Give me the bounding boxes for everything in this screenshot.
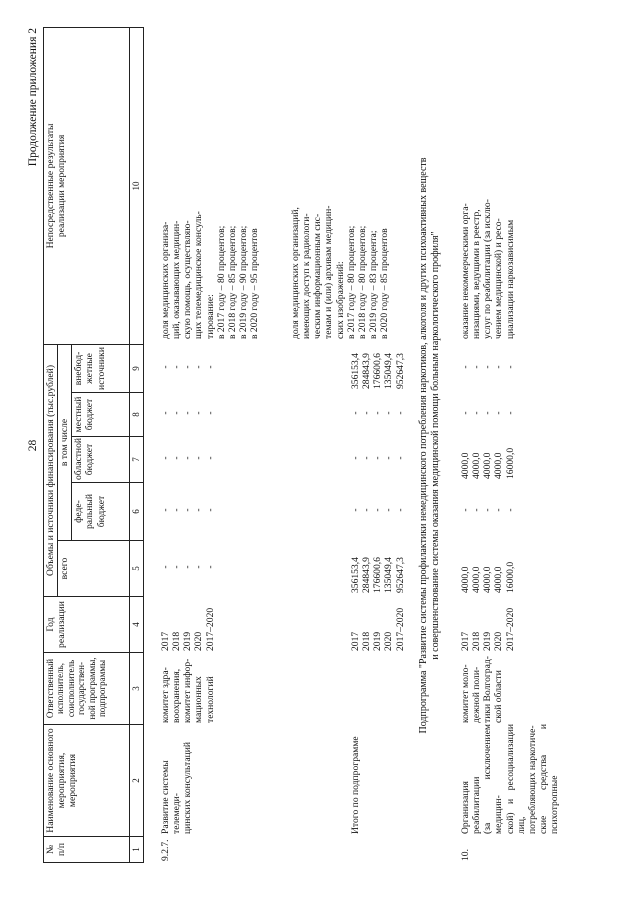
- dash: -: [394, 456, 406, 460]
- dash: -: [394, 411, 406, 415]
- col-number: 1: [130, 837, 143, 863]
- year: 2020: [493, 631, 505, 651]
- year: 2017–2020: [394, 607, 406, 651]
- col-number: 4: [130, 597, 143, 653]
- value: 356153,4: [350, 353, 361, 389]
- dash: -: [350, 411, 361, 415]
- dash: -: [160, 565, 171, 569]
- col-number: 5: [130, 541, 143, 597]
- dash: -: [482, 508, 494, 512]
- dash: -: [372, 456, 384, 460]
- extra-dashes: [160, 343, 216, 391]
- table-header: [43, 27, 144, 863]
- dash: -: [160, 508, 171, 512]
- value: 135049,4: [383, 353, 395, 389]
- years-list: [460, 597, 516, 651]
- extra-dashes: [460, 343, 516, 391]
- dash: -: [182, 365, 194, 369]
- year: 2020: [383, 631, 395, 651]
- value: 135049,4: [383, 557, 395, 593]
- col-local-header: местный бюджет: [72, 393, 130, 437]
- col-number: 9: [130, 344, 143, 392]
- dash: -: [504, 411, 516, 415]
- dash: -: [160, 456, 171, 460]
- dash: -: [182, 456, 194, 460]
- dash: -: [482, 365, 494, 369]
- dash: -: [171, 456, 183, 460]
- dash: -: [394, 508, 406, 512]
- value: 4000,0: [460, 452, 471, 479]
- incl-header: в том числе: [58, 344, 72, 540]
- total-values: [350, 541, 406, 593]
- dash: -: [193, 456, 205, 460]
- dash: -: [171, 508, 183, 512]
- year: 2018: [361, 631, 373, 651]
- result-text: доля медицинских организаций, имеющих доступ к радиологи- ческим информационным сис- темам и (или) архивам медицин- ских изображений: в 2017 году – 80 процентов; в 2018 году – 80 процентов; в 2019 году – 83 процента; в 2020 году – 85 процентов: [290, 205, 390, 339]
- col-executor-header: Ответственный исполнитель, соисполнитель государствен- ной программы, подпрограммы: [44, 653, 130, 725]
- value: 284843,9: [361, 353, 373, 389]
- value: 4000,0: [493, 452, 505, 479]
- regional-dashes: [160, 435, 216, 481]
- year: 2019: [372, 631, 384, 651]
- col-federal-header: феде- ральный бюджет: [72, 483, 130, 541]
- local-dashes: [460, 391, 516, 435]
- regional-dashes: [350, 435, 406, 481]
- dash: -: [471, 411, 483, 415]
- dash: -: [193, 365, 205, 369]
- col-results-header: Непосредственные результаты реализации мероприятия: [44, 27, 130, 344]
- year: 2018: [171, 631, 183, 651]
- year: 2017: [160, 631, 171, 651]
- dash: -: [193, 565, 205, 569]
- dash: -: [204, 411, 216, 415]
- year: 2017–2020: [504, 607, 516, 651]
- col-number: 10: [130, 27, 143, 344]
- appendix-continuation: Продолжение приложения 2: [27, 28, 39, 167]
- value: 356153,4: [350, 557, 361, 593]
- dash: -: [383, 508, 395, 512]
- col-name-header: Наименование основного мероприятия, мероприятия: [44, 725, 130, 837]
- row-number: 10.: [460, 849, 471, 861]
- row-number: 9.2.7.: [160, 839, 171, 861]
- value: 176600,6: [372, 353, 384, 389]
- rotated-page: [27, 28, 582, 863]
- dash: -: [204, 456, 216, 460]
- dash: -: [160, 365, 171, 369]
- measure-name: Организация реабилитации (за исключением медицин- ской) и ресоциализации лиц, потребляющих наркотиче- ские средства и психотропные: [460, 724, 560, 834]
- federal-dashes: [460, 481, 516, 539]
- years-list: [160, 597, 216, 651]
- dash: -: [460, 365, 471, 369]
- result-text: оказание некоммерческими орга- низациями, ведущими в реестр, услуг по реабилитации (за исклю- чением медицинской) и ресо- циализации наркозависимым: [460, 199, 516, 339]
- dash: -: [361, 411, 373, 415]
- column-numbers-row: [130, 27, 143, 862]
- dash: -: [493, 508, 505, 512]
- dash: -: [361, 508, 373, 512]
- col-number: 7: [130, 437, 143, 483]
- year: 2020: [193, 631, 205, 651]
- dash: -: [383, 411, 395, 415]
- dash: -: [493, 411, 505, 415]
- year: 2017: [350, 631, 361, 651]
- funding-header: Объемы и источники финансирования (тыс.рублей): [44, 344, 58, 596]
- dash: -: [493, 365, 505, 369]
- value: 4000,0: [482, 452, 494, 479]
- col-number: 2: [130, 725, 143, 837]
- dash: -: [193, 508, 205, 512]
- year: 2017: [460, 631, 471, 651]
- dash: -: [372, 508, 384, 512]
- extra-values: [350, 343, 406, 389]
- dash: -: [460, 508, 471, 512]
- value: 4000,0: [460, 566, 471, 593]
- local-dashes: [160, 391, 216, 435]
- dash: -: [383, 456, 395, 460]
- dash: -: [182, 508, 194, 512]
- value: 284843,9: [361, 557, 373, 593]
- dash: -: [482, 411, 494, 415]
- local-dashes: [350, 391, 406, 435]
- dash: -: [171, 365, 183, 369]
- federal-dashes: [350, 481, 406, 539]
- dash: -: [471, 365, 483, 369]
- total-values: [460, 541, 516, 593]
- dash: -: [372, 411, 384, 415]
- value: 4000,0: [482, 566, 494, 593]
- subprogram-title: Подпрограмма "Развитие системы профилактики немедицинского потребления наркотиков, алкоголя и других психоактивных веществ и совершенствование системы оказания медицинской помощи больным наркологического профиля": [418, 157, 441, 734]
- dash: -: [171, 411, 183, 415]
- col-number: 8: [130, 393, 143, 437]
- regional-values: [460, 435, 516, 479]
- value: 4000,0: [471, 452, 483, 479]
- dash: -: [204, 508, 216, 512]
- federal-dashes: [160, 481, 216, 539]
- executor: комитет моло- дежной поли- тики Волгоград- ской области: [460, 656, 505, 723]
- year: 2017–2020: [204, 607, 216, 651]
- dash: -: [171, 565, 183, 569]
- year: 2019: [482, 631, 494, 651]
- dash: -: [182, 565, 194, 569]
- dash: -: [504, 508, 516, 512]
- dash: -: [471, 508, 483, 512]
- dash: -: [182, 411, 194, 415]
- total-dashes: [160, 539, 216, 595]
- dash: -: [350, 456, 361, 460]
- value: 4000,0: [493, 566, 505, 593]
- value: 16000,0: [504, 561, 516, 593]
- dash: -: [361, 456, 373, 460]
- value: 16000,0: [504, 447, 516, 479]
- result-text: доля медицинских организа- ций, оказывающих медицин- скую помощь, осуществляю- щих телемедицинское консуль- тирование: в 2017 году – 80 процентов; в 2018 году – 85 процентов; в 2019 году – 90 процентов; в 2020 году – 95 процентов: [160, 211, 260, 339]
- dash: -: [204, 565, 216, 569]
- value: 952647,3: [394, 353, 406, 389]
- executor: комитет здра- воохранения, комитет инфор- мационных технологий: [160, 658, 216, 723]
- dash: -: [204, 365, 216, 369]
- dash: -: [504, 365, 516, 369]
- year: 2019: [182, 631, 194, 651]
- col-extra-header: внебюд- жетные источники: [72, 344, 130, 392]
- col-year-header: Год реализации: [44, 597, 130, 653]
- value: 4000,0: [471, 566, 483, 593]
- value: 952647,3: [394, 557, 406, 593]
- col-num-header: № п/п: [44, 837, 130, 863]
- total-label: Итого по подпрограмме: [350, 736, 361, 834]
- measure-name: Развитие системы телемеди- цинских консультаций: [160, 741, 194, 834]
- value: 176600,6: [372, 557, 384, 593]
- dash: -: [193, 411, 205, 415]
- col-regional-header: областной бюджет: [72, 437, 130, 483]
- dash: -: [460, 411, 471, 415]
- col-total-header: всего: [58, 541, 130, 597]
- dash: -: [350, 508, 361, 512]
- col-number: 3: [130, 653, 143, 725]
- page-number: 28: [27, 439, 39, 452]
- year: 2018: [471, 631, 483, 651]
- dash: -: [160, 411, 171, 415]
- years-list: [350, 597, 406, 651]
- col-number: 6: [130, 483, 143, 541]
